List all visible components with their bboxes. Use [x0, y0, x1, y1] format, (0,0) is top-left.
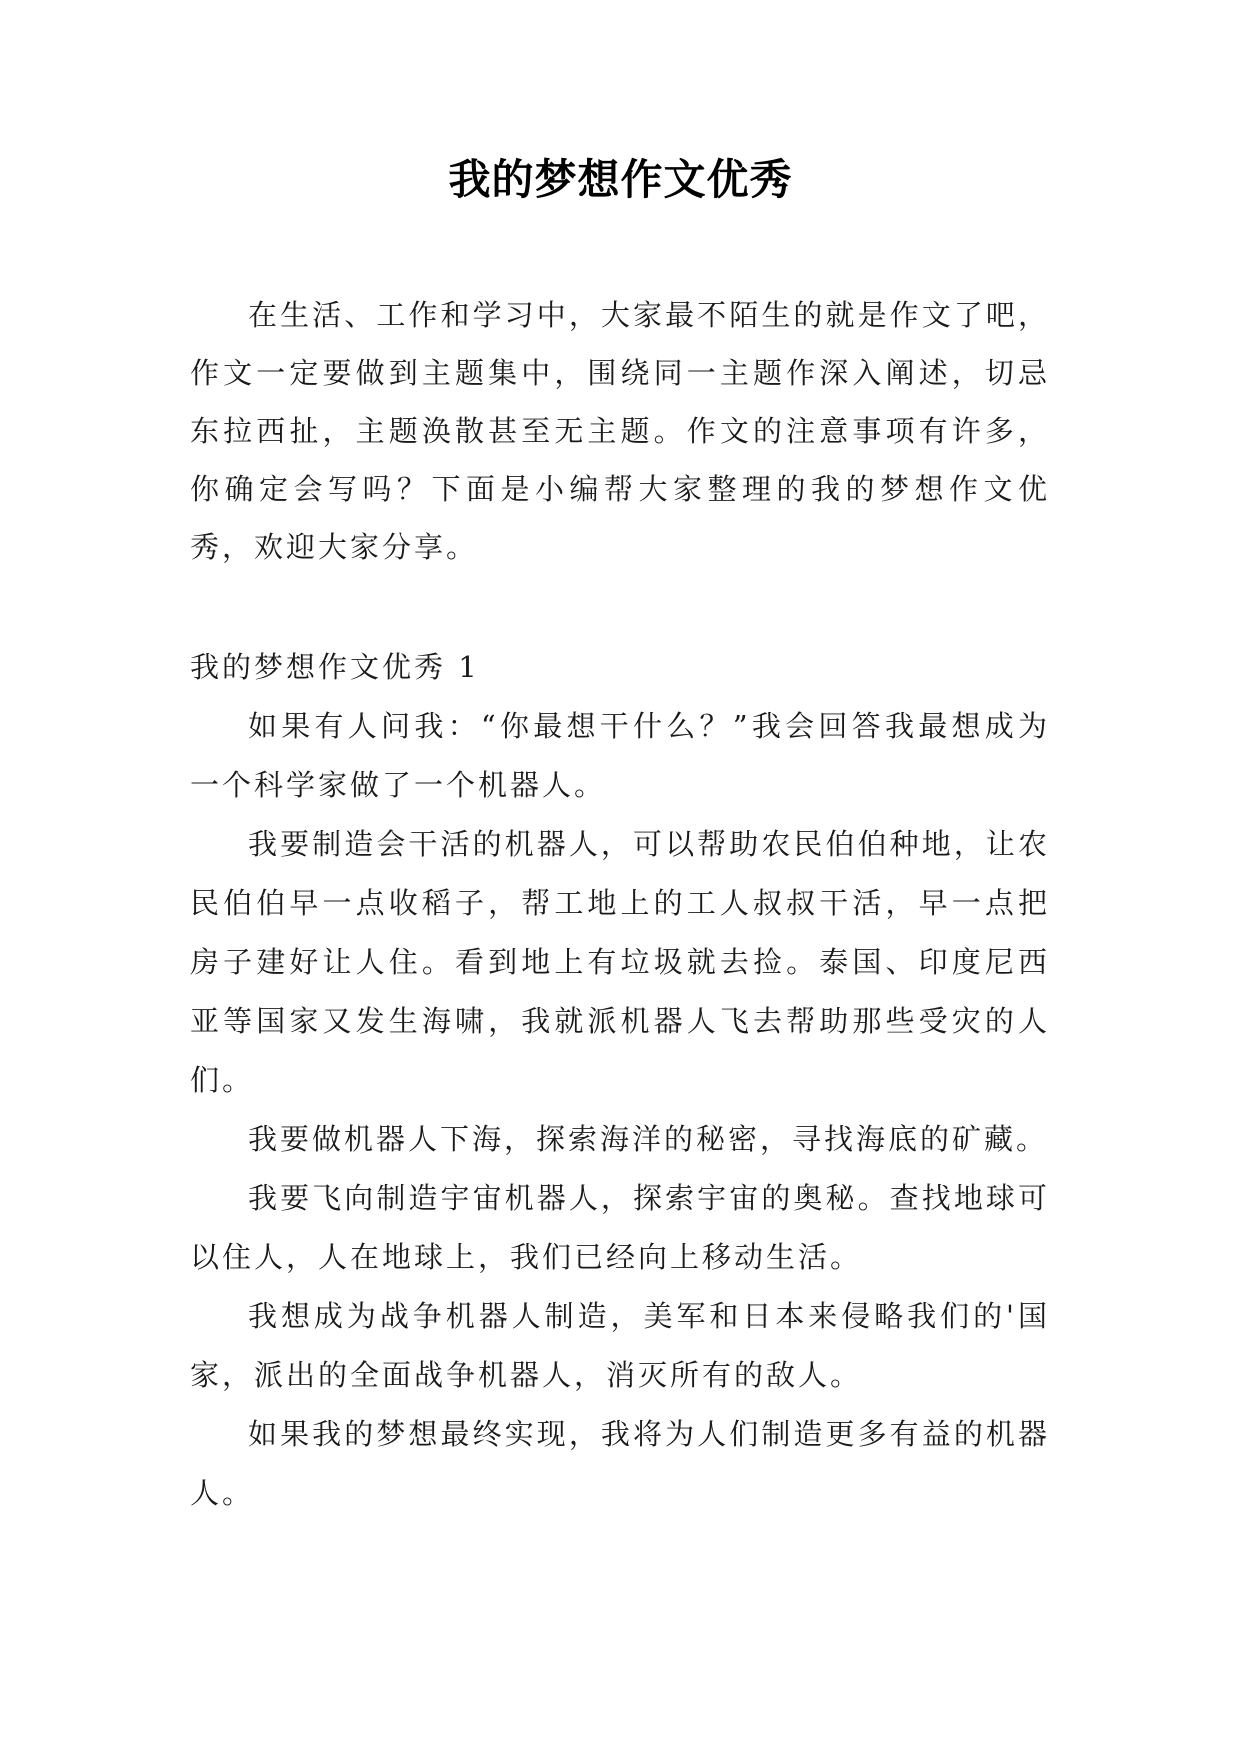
intro-paragraph: 在生活、工作和学习中，大家最不陌生的就是作文了吧，作文一定要做到主题集中，围绕同一主题作深入阐述，切忌东拉西扯，主题涣散甚至无主题。作文的注意事项有许多，你确定会写吗？下面是小编帮大家整理的我的梦想作文优秀，欢迎大家分享。 — [190, 298, 1050, 564]
essay-paragraph: 我要飞向制造宇宙机器人，探索宇宙的奥秘。查找地球可以住人，人在地球上，我们已经向上移动生活。 — [190, 1181, 1050, 1274]
essay-paragraph: 如果我的梦想最终实现，我将为人们制造更多有益的机器人。 — [190, 1417, 1050, 1510]
essay-paragraph: 我要制造会干活的机器人，可以帮助农民伯伯种地，让农民伯伯早一点收稻子，帮工地上的工人叔叔干活，早一点把房子建好让人住。看到地上有垃圾就去捡。泰国、印度尼西亚等国家又发生海啸，我就派机器人飞去帮助那些受灾的人们。 — [190, 827, 1050, 1097]
document-title: 我的梦想作文优秀 — [448, 155, 793, 204]
essay-section — [190, 638, 1050, 1523]
essay-paragraph: 我想成为战争机器人制造，美军和日本来侵略我们的'国家，派出的全面战争机器人，消灭所有的敌人。 — [190, 1299, 1050, 1392]
essay-paragraph: 如果有人问我：“你最想干什么？”我会回答我最想成为一个科学家做了一个机器人。 — [190, 709, 1050, 802]
intro-block — [190, 286, 1050, 576]
essay-paragraph: 我要做机器人下海，探索海洋的秘密，寻找海底的矿藏。 — [248, 1122, 1049, 1156]
section-heading: 我的梦想作文优秀 1 — [190, 650, 480, 684]
